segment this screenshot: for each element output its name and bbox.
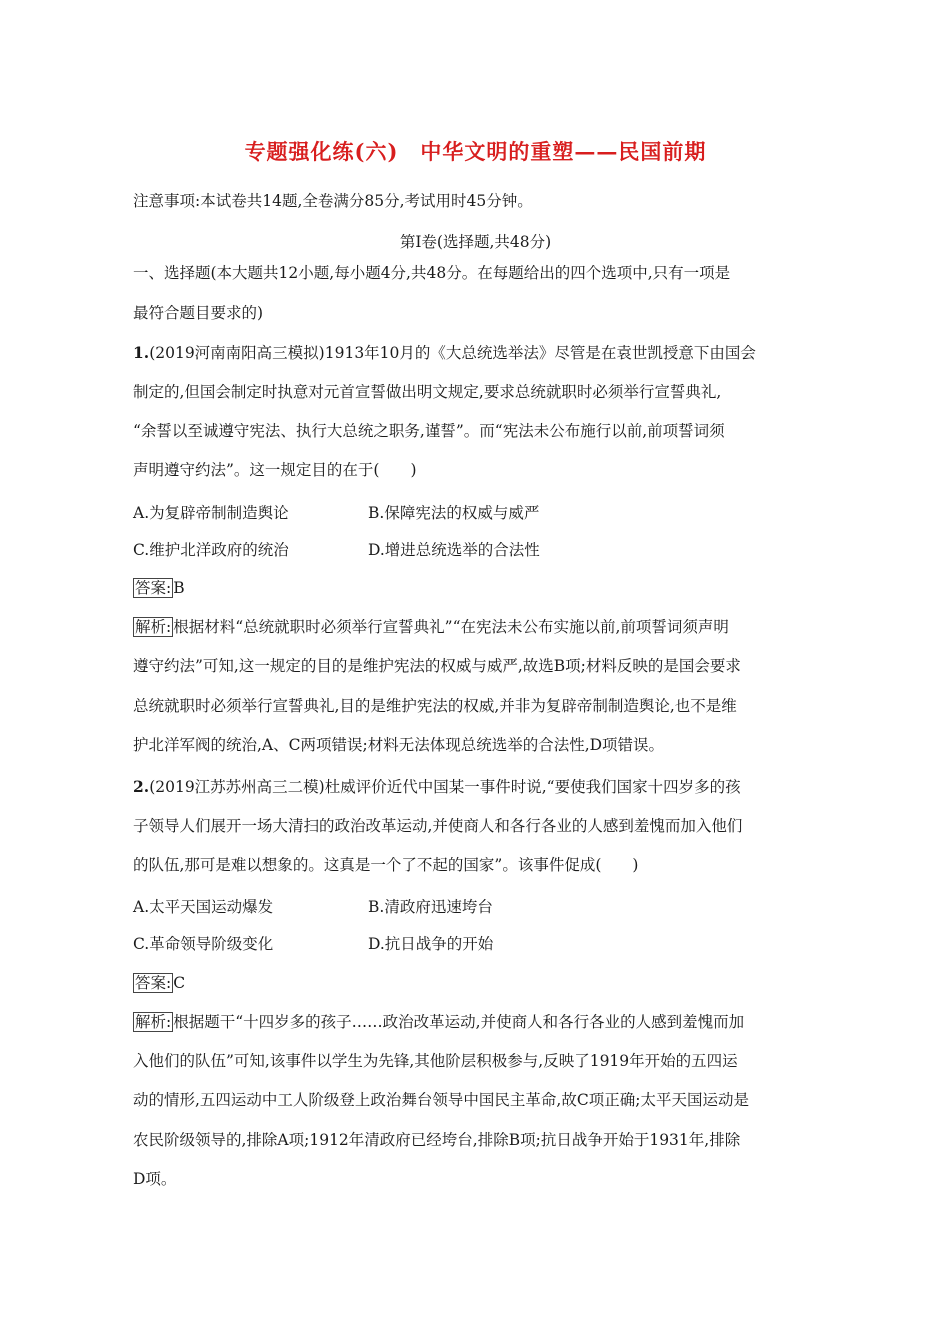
notice-text: 注意事项:本试卷共14题,全卷满分85分,考试用时45分钟。 — [133, 192, 533, 210]
analysis-label: 解析: — [135, 1013, 172, 1031]
question-2-option-c: C.革命领导阶级变化 — [133, 935, 274, 953]
instructions-line-1: 一、选择题(本大题共12小题,每小题4分,共48分。在每题给出的四个选项中,只有一项是 — [133, 264, 731, 282]
section-title: 第Ⅰ卷(选择题,共48分) — [399, 233, 552, 251]
question-2-analysis-line-2: 入他们的队伍”可知,该事件以学生为先锋,其他阶层积极参与,反映了1919年开始的五四运 — [133, 1052, 738, 1070]
question-1-analysis-line-1: 解析: 根据材料“总统就职时必须举行宣誓典礼”“在宪法未公布实施以前,前项誓词须声明 — [135, 618, 729, 636]
question-1-number: 1. — [133, 343, 150, 362]
question-2-number: 2. — [133, 777, 150, 796]
question-1-option-d: D.增进总统选举的合法性 — [368, 541, 540, 559]
question-1-analysis-line-4: 护北洋军阀的统治,A、C两项错误;材料无法体现总统选举的合法性,D项错误。 — [133, 736, 665, 754]
question-1-option-a: A.为复辟帝制制造舆论 — [133, 504, 289, 522]
answer-value: C — [173, 974, 186, 992]
question-2-option-b: B.清政府迅速垮台 — [368, 898, 493, 916]
question-1-analysis-line-2: 遵守约法”可知,这一规定的目的是维护宪法的权威与威严,故选B项;材料反映的是国会要求 — [133, 657, 741, 675]
question-1-option-c: C.维护北洋政府的统治 — [133, 541, 289, 559]
page-title: 专题强化练(六) 中华文明的重塑——民国前期 — [244, 139, 707, 164]
question-1-answer — [133, 577, 185, 599]
question-2-analysis-line-5: D项。 — [133, 1170, 177, 1188]
question-1-stem-line-2: 制定的,但国会制定时执意对元首宣誓做出明文规定,要求总统就职时必须举行宣誓典礼, — [133, 383, 722, 401]
question-2-option-d: D.抗日战争的开始 — [368, 935, 494, 953]
question-1-stem-line-4: 声明遵守约法”。这一规定目的在于( ) — [133, 461, 417, 479]
question-2-analysis-line-1: 解析: 根据题干“十四岁多的孩子……政治改革运动,并使商人和各行各业的人感到羞愧而加 — [135, 1013, 745, 1031]
question-1-option-b: B.保障宪法的权威与威严 — [368, 504, 540, 522]
answer-label: 答案: — [135, 974, 172, 992]
question-1-stem-line-1: 1.(2019河南南阳高三模拟)1913年10月的《大总统选举法》尽管是在袁世凯授意下由国会 — [133, 343, 756, 362]
question-2-stem-line-3: 的队伍,那可是难以想象的。这真是一个了不起的国家”。该事件促成( ) — [133, 856, 639, 874]
analysis-label: 解析: — [135, 618, 172, 636]
question-2-stem-line-2: 子领导人们展开一场大清扫的政治改革运动,并使商人和各行各业的人感到羞愧而加入他们 — [133, 817, 743, 835]
question-2-option-a: A.太平天国运动爆发 — [133, 898, 274, 916]
question-1-analysis-line-3: 总统就职时必须举行宣誓典礼,目的是维护宪法的权威,并非为复辟帝制制造舆论,也不是维 — [133, 697, 737, 715]
question-2-stem-line-1: 2.(2019江苏苏州高三二模)杜威评价近代中国某一事件时说,“要使我们国家十四岁多的孩 — [133, 777, 741, 796]
instructions-line-2: 最符合题目要求的) — [133, 304, 264, 322]
answer-value: B — [173, 579, 185, 597]
question-2-answer — [133, 972, 185, 994]
question-2-analysis-line-3: 动的情形,五四运动中工人阶级登上政治舞台领导中国民主革命,故C项正确;太平天国运动是 — [133, 1091, 749, 1109]
answer-label: 答案: — [135, 579, 172, 597]
question-2-analysis-line-4: 农民阶级领导的,排除A项;1912年清政府已经垮台,排除B项;抗日战争开始于1931年,排除 — [133, 1131, 741, 1149]
question-1-stem-line-3: “余誓以至诚遵守宪法、执行大总统之职务,谨誓”。而“宪法未公布施行以前,前项誓词须 — [133, 422, 725, 440]
